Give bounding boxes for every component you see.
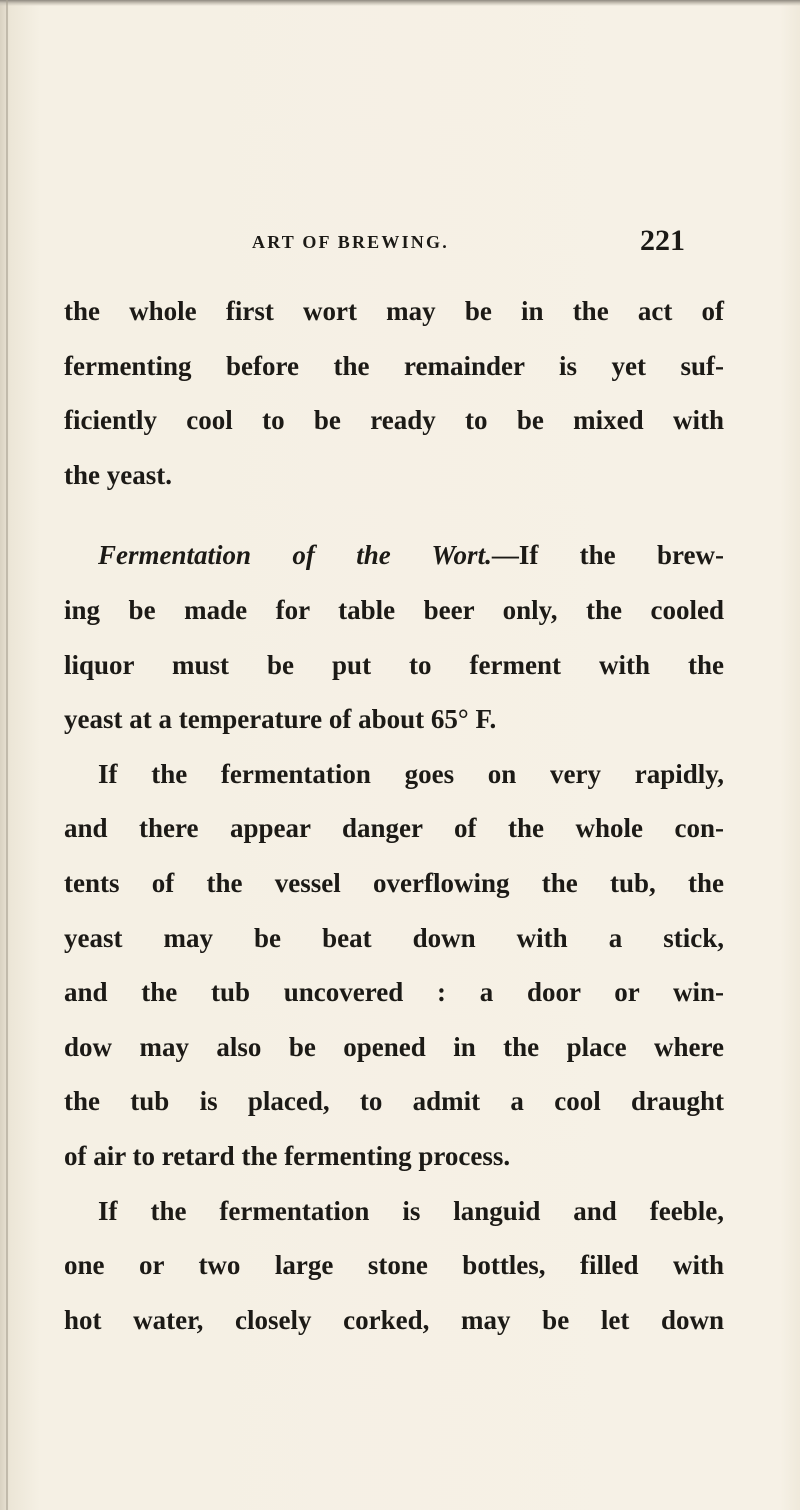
paragraph-gap: [64, 502, 724, 528]
section-heading: Fermentation of the Wort.: [98, 540, 492, 571]
text-fragment: —If the brew-: [491, 540, 724, 571]
body-text: [64, 284, 724, 1347]
text-line: the yeast.: [64, 459, 172, 490]
text-line: of air to retard the fermenting process.: [64, 1140, 511, 1171]
text-line: tents of the vessel overflowing the tub, the: [64, 867, 724, 898]
text-line: fermenting before the remainder is yet suf-: [64, 350, 724, 381]
text-line: If the fermentation goes on very rapidly,: [98, 758, 724, 789]
section-heading-line: [64, 528, 724, 583]
text-line: yeast may be beat down with a stick,: [64, 922, 724, 953]
text-line: If the fermentation is languid and feeble,: [98, 1195, 724, 1226]
text-line: yeast at a temperature of about 65° F.: [64, 704, 497, 735]
page-top-edge: [0, 0, 800, 6]
text-line: and there appear danger of the whole con-: [64, 813, 724, 844]
text-line: and the tub uncovered : a door or win-: [64, 977, 724, 1008]
page-header: [0, 224, 800, 264]
text-line: ing be made for table beer only, the cooled: [64, 594, 724, 625]
text-line: hot water, closely corked, may be let down: [64, 1304, 724, 1335]
text-line: one or two large stone bottles, filled with: [64, 1250, 724, 1281]
page-number: 221: [640, 224, 685, 257]
text-line: liquor must be put to ferment with the: [64, 649, 724, 680]
text-line: the tub is placed, to admit a cool draught: [64, 1086, 724, 1117]
text-line: ficiently cool to be ready to be mixed with: [64, 405, 724, 436]
running-head: ART OF BREWING.: [252, 232, 449, 252]
text-line: dow may also be opened in the place where: [64, 1031, 724, 1062]
text-line: the whole first wort may be in the act of: [64, 296, 724, 326]
